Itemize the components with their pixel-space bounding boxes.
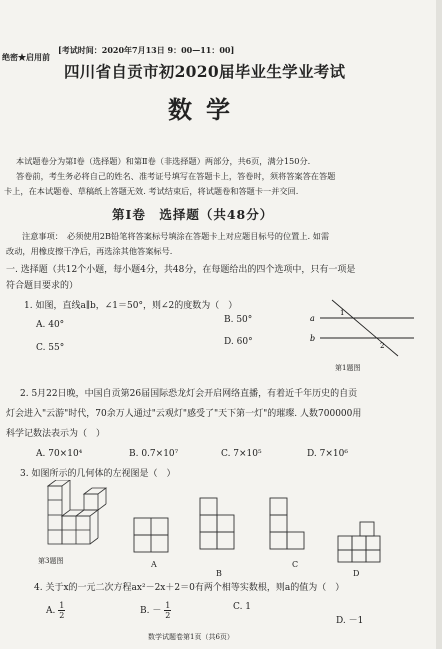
fraction-numerator: 1 (59, 601, 65, 610)
question-3-stem: 3. 如图所示的几何体的左视图是（ ） (20, 469, 176, 479)
subject-title: 数学 (168, 95, 244, 124)
q3-option-b-view (198, 496, 238, 566)
secret-label: 绝密★启用前 (2, 52, 50, 62)
angle-2-label: 2 (380, 342, 385, 350)
q2-option-c: C. 7×10⁵ (221, 449, 262, 459)
q3-label-d: D (353, 569, 360, 578)
q4-option-a (46, 601, 65, 620)
q3-label-a: A (151, 560, 157, 569)
fraction-numerator: 1 (165, 601, 171, 610)
q4-option-b-fraction (164, 601, 171, 620)
fraction-denominator: 2 (165, 611, 171, 620)
intro-line-3: 卡上，在本试题卷、草稿纸上答题无效. 考试结束后，将试题卷和答题卡一并交回. (4, 186, 299, 196)
q4-option-b-sign: － (152, 606, 162, 616)
question-2-line-1: 2. 5月22日晚，中国自贡第26届国际恐龙灯会开启网络直播，有着近千年历史的自贡 (20, 389, 358, 399)
q4-option-d: D. －1 (336, 616, 364, 626)
q4-option-a-fraction (58, 601, 65, 620)
q1-option-c: C. 55° (36, 343, 65, 353)
exam-time: [考试时间：2020年7月13日 9：00—11：00] (58, 45, 235, 55)
fraction-denominator: 2 (59, 611, 65, 620)
exam-title: 四川省自贡市初2020届毕业生学业考试 (64, 62, 346, 81)
q1-option-b: B. 50° (224, 315, 253, 325)
q3-solid-figure (40, 480, 110, 556)
page-footer: 数学试题卷第1页（共6页） (148, 633, 234, 641)
intro-line-2: 答卷前，考生务必将自己的姓名、准考证号填写在答题卡上，答卷时，须将答案答在答题 (16, 171, 336, 181)
q4-option-c: C. 1 (233, 602, 252, 612)
q2-option-a: A. 70×10⁴ (36, 449, 83, 459)
question-2-line-3: 科学记数法表示为（ ） (6, 429, 106, 439)
q1-figure (306, 296, 416, 366)
q3-label-c: C (292, 560, 299, 569)
q1-figure-caption: 第1题图 (335, 364, 361, 372)
q1-option-d: D. 60° (224, 337, 253, 347)
q4-option-b-prefix: B. (140, 606, 150, 616)
q3-option-a-view (132, 516, 172, 556)
q4-option-b (140, 601, 171, 620)
q2-option-b: B. 0.7×10⁷ (129, 449, 179, 459)
q2-option-d: D. 7×10⁶ (307, 449, 348, 459)
notice-line-2: 改动，用橡皮擦干净后，再选涂其他答案标号. (6, 246, 173, 256)
question-4-stem: 4. 关于x的一元二次方程ax²－2x＋2＝0有两个相等实数根，则a的值为（ ） (34, 583, 345, 593)
q1-option-a: A. 40° (36, 320, 65, 330)
q3-figure-caption: 第3题图 (38, 557, 64, 565)
q4-option-a-prefix: A. (46, 606, 56, 616)
question-1-stem: 1. 如图，直线a∥b，∠1＝50°，则∠2的度数为（ ） (24, 301, 238, 311)
section-1-title: 第Ⅰ卷 选择题（共48分） (112, 207, 274, 222)
section-desc-line-1: 一. 选择题（共12个小题，每小题4分，共48分，在每题给出的四个选项中，只有一项是 (6, 265, 356, 275)
label-a: a (310, 314, 315, 323)
next-sheet-edge (436, 0, 442, 649)
q3-option-c-view (268, 496, 308, 558)
q3-label-b: B (216, 569, 222, 578)
intro-line-1: 本试题卷分为第Ⅰ卷（选择题）和第Ⅱ卷（非选择题）两部分，共6页，满分150分. (16, 156, 311, 166)
section-desc-line-2: 符合题目要求的） (6, 281, 79, 291)
notice-line-1: 注意事项： 必须使用2B铅笔将答案标号填涂在答题卡上对应题目标号的位置上. 如需 (22, 231, 330, 241)
angle-1-label: 1 (340, 309, 345, 317)
label-b: b (310, 334, 316, 343)
question-2-line-2: 灯会进入"云游"时代，70余万人通过"云观灯"感受了"天下第一灯"的璀璨. 人数700000用 (6, 409, 362, 419)
q3-option-d-view (336, 520, 386, 564)
